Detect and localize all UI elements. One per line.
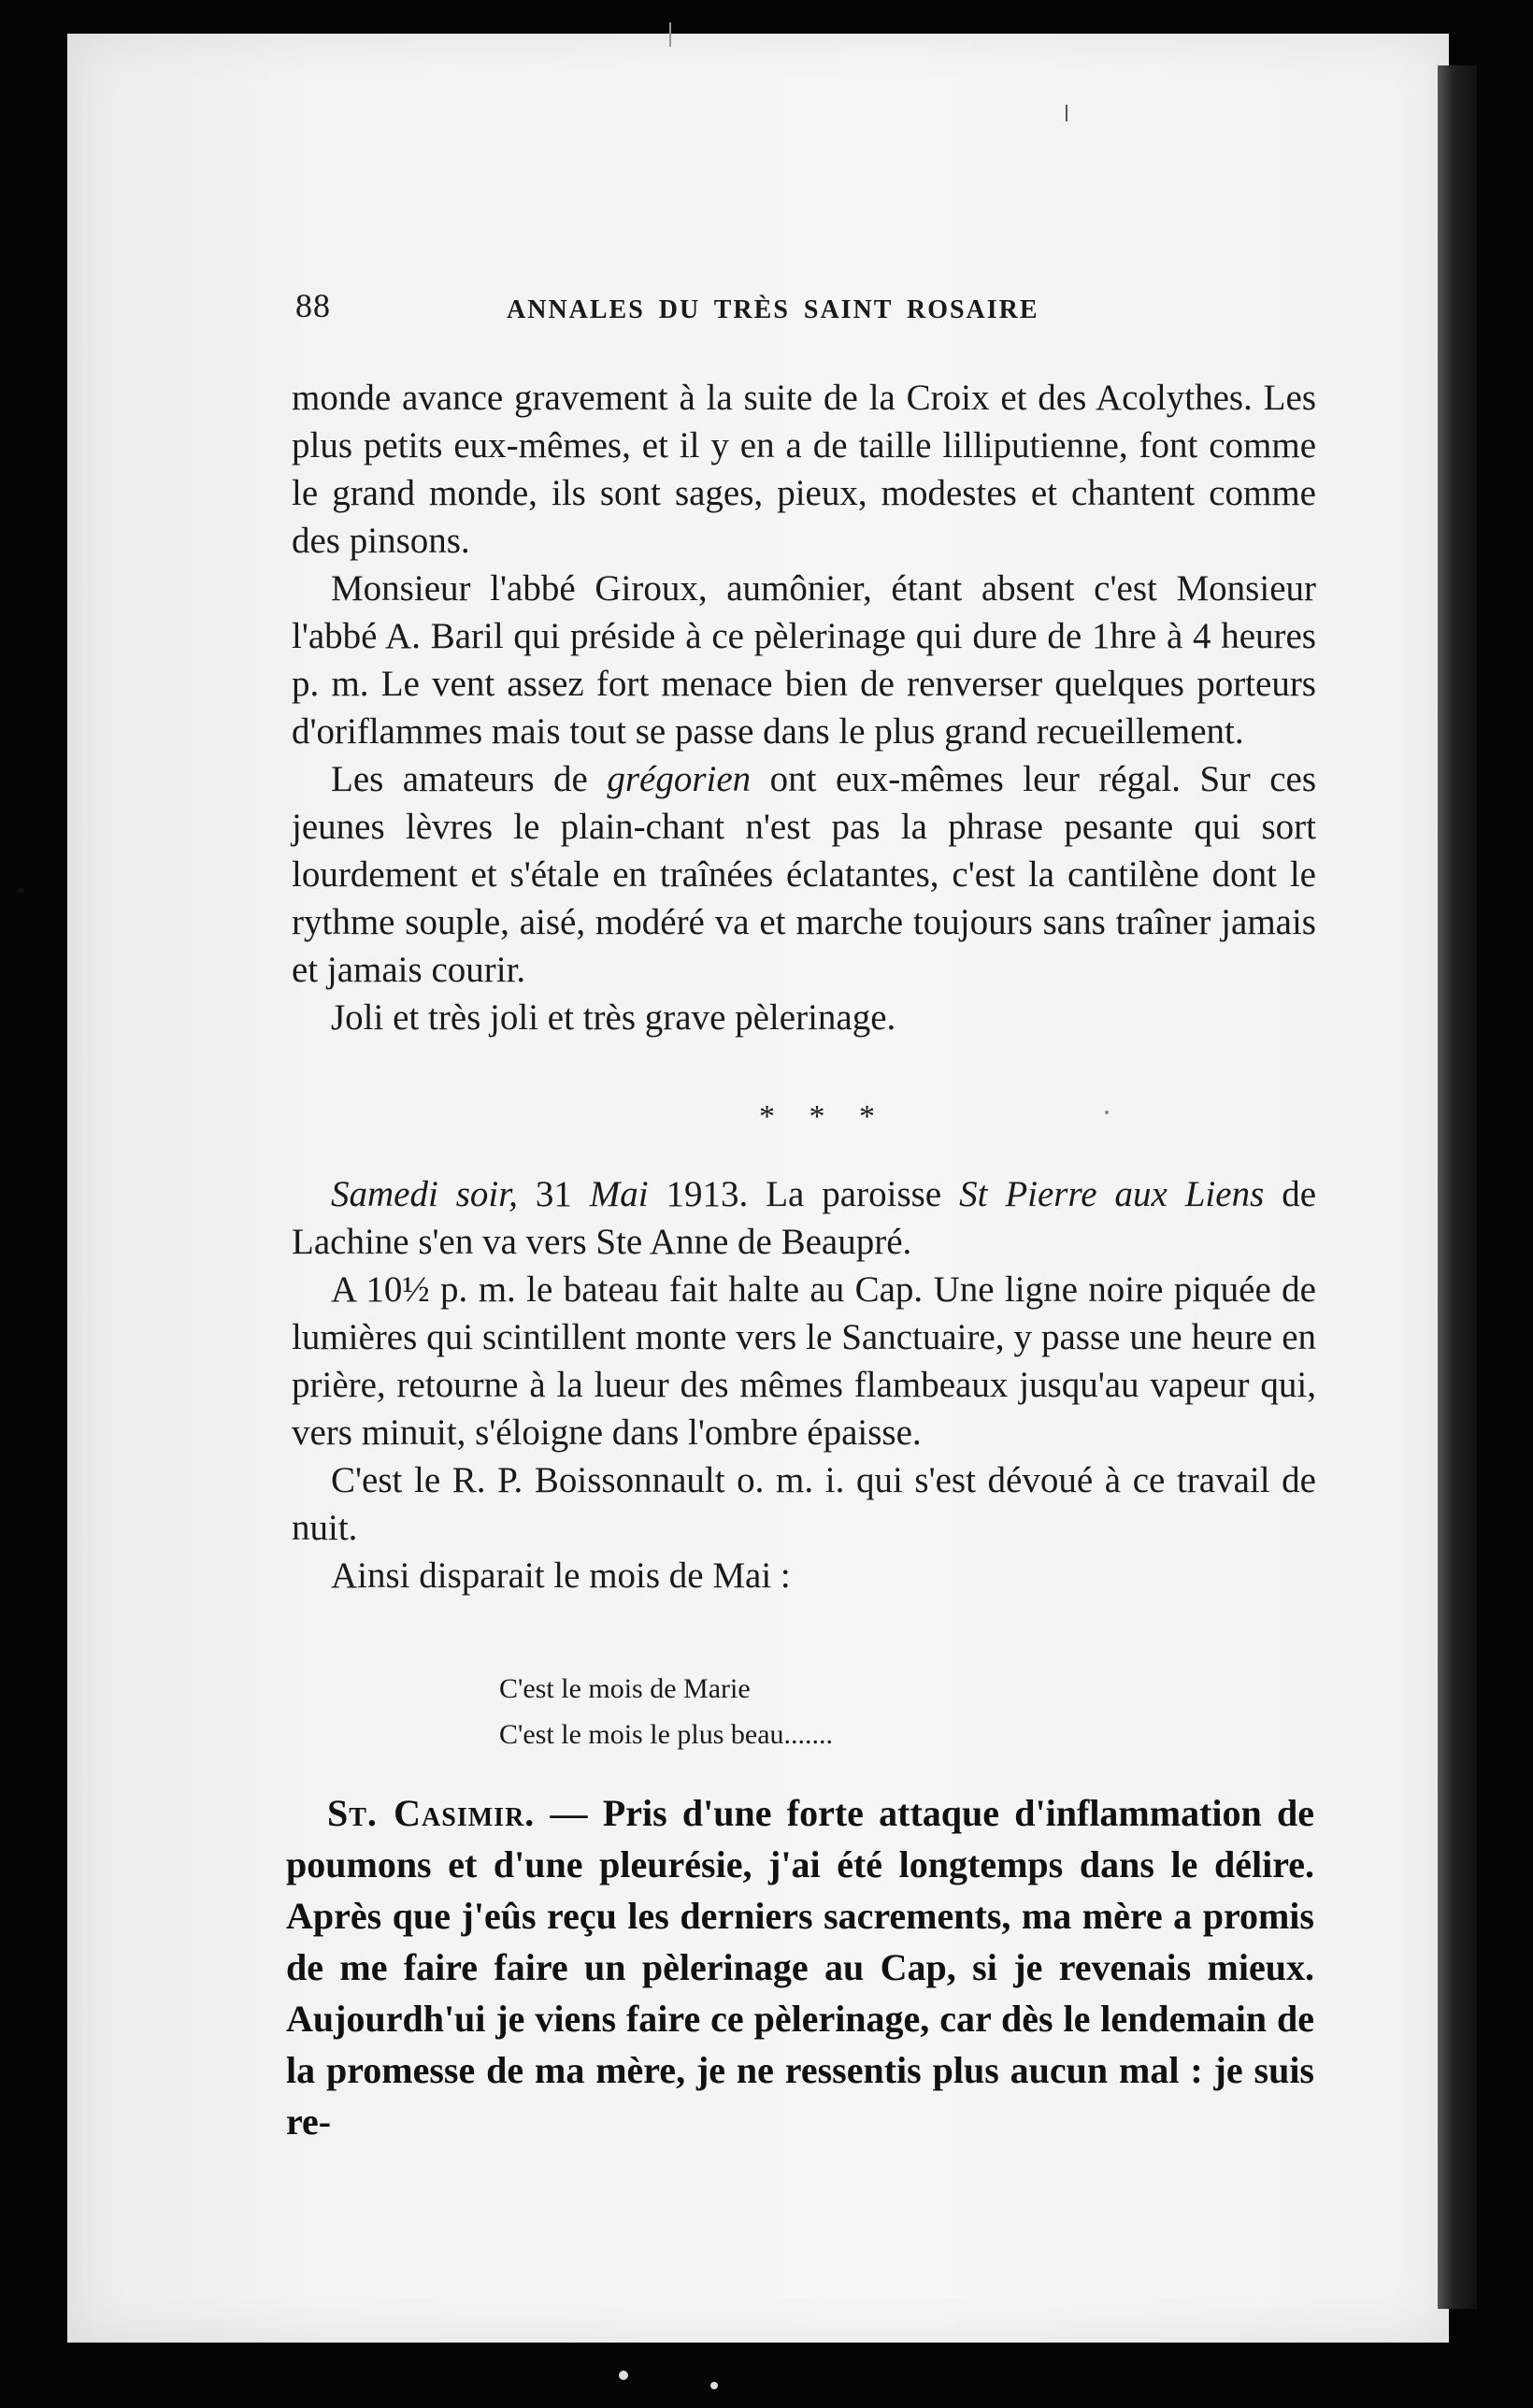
paragraph-boissonnault: C'est le R. P. Boissonnault o. m. i. qui s'est dévoué à ce travail de nuit. (292, 1460, 1316, 1548)
date-italic: Mai (589, 1174, 649, 1214)
scan-speck (1105, 1111, 1109, 1114)
verse-quote (499, 1666, 1079, 1757)
testimony-paragraph (286, 1787, 1314, 2147)
paragraph-mois-de-mai: Ainsi disparait le mois de Mai : (331, 1555, 791, 1596)
section-asterism: * * * (759, 1099, 888, 1134)
scan-speck (669, 22, 671, 47)
paragraph-samedi (292, 1170, 1316, 1266)
parish-name: St Pierre aux Liens (959, 1174, 1265, 1214)
paragraph-text: ont eux-mêmes leur régal. Sur ces jeunes lèvres le plain-chant n'est pas la phrase pesante qui sort lourdement et s'étale en traînées éclatantes, c'est la cantilène dont le rythme souple, aisé, modéré va et marche toujours sans traîner jamais et jamais courir. (292, 759, 1317, 990)
testimony-block (286, 1787, 1314, 2147)
date-italic: Samedi soir, (331, 1174, 518, 1214)
scan-speck (619, 2371, 628, 2380)
testimony-text: — Pris d'une forte attaque d'inflammation de poumons et d'une pleurésie, j'ai été longtemps dans le délire. Après que j'eûs reçu les derniers sacrements, ma mère a promis de me faire faire un pèlerinage au Cap, si je revenais mieux. Aujourdh'ui je viens faire ce pèlerinage, car dès le lendemain de la promesse de ma mère, je ne ressentis plus aucun mal : je suis re- (286, 1792, 1314, 2143)
page-number: 88 (295, 287, 331, 324)
scan-bottom-border (0, 2343, 1533, 2408)
paragraph-text: Les amateurs de (331, 759, 608, 799)
paragraph-text: de Lachine s'en va vers Ste Anne de Beaupré. (292, 1174, 1317, 1262)
paragraph-gregorien (292, 755, 1316, 994)
verse-line: C'est le mois de Marie (499, 1673, 751, 1704)
testimony-place: St. Casimir. (327, 1792, 536, 1834)
main-text-block (292, 374, 1316, 1041)
paragraph-text: 1913. La paroisse (648, 1174, 960, 1214)
paragraph-giroux: Monsieur l'abbé Giroux, aumônier, étant absent c'est Monsieur l'abbé A. Baril qui préside à ce pèlerinage qui dure de 1hre à 4 heures p. m. Le vent assez fort menace bien de renverser quelques porteurs d'oriflammes mais tout se passe dans le plus grand recueillement. (292, 568, 1316, 752)
scan-speck (17, 888, 24, 894)
page-header (295, 286, 1314, 333)
paragraph-bateau: A 10½ p. m. le bateau fait halte au Cap. Une ligne noire piquée de lumières qui scintillent monte vers le Sanctuaire, y passe une heure en prière, retourne à la lueur des mêmes flambeaux jusqu'au vapeur qui, vers minuit, s'éloigne dans l'ombre épaisse. (292, 1269, 1316, 1453)
section-samedi (292, 1170, 1316, 1599)
verse-line: C'est le mois le plus beau....... (499, 1719, 834, 1750)
running-title: ANNALES DU TRÈS SAINT ROSAIRE (507, 295, 1039, 324)
scan-speck (1066, 105, 1067, 122)
scan-speck (710, 2382, 718, 2389)
paragraph-joli: Joli et très joli et très grave pèlerinage. (331, 997, 896, 1038)
italic-term: grégorien (607, 759, 752, 799)
paragraph-text: 31 (517, 1174, 590, 1214)
paragraph-continuation: monde avance gravement à la suite de la Croix et des Acolythes. Les plus petits eux-mêmes, et il y en a de taille lilliputienne, font comme le grand monde, ils sont sages, pieux, modestes et chantent comme des pinsons. (292, 378, 1316, 561)
book-page-edge (1438, 65, 1477, 2309)
